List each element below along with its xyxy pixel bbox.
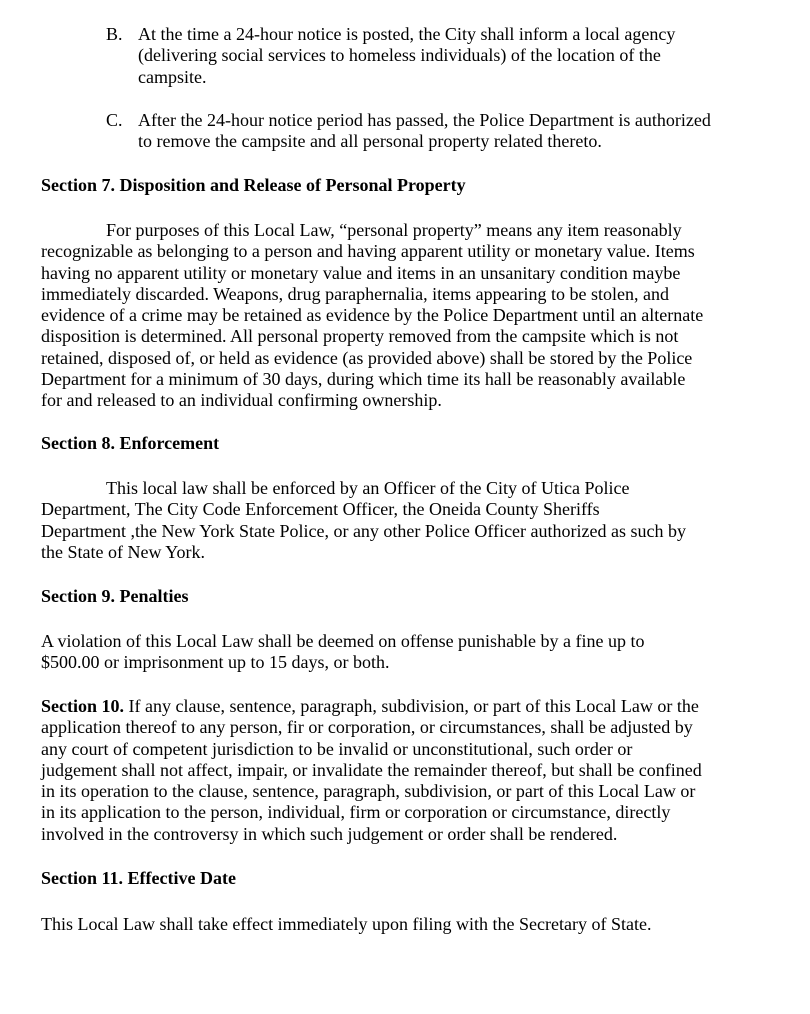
list-item-text [138, 110, 711, 153]
paragraph-line: application thereof to any person, fir or corporation, or circumstances, shall be adjusted by [41, 717, 693, 738]
section-10-body [41, 717, 702, 845]
list-marker: B. [106, 24, 123, 44]
paragraph-line: the State of New York. [41, 541, 205, 562]
paragraph-line: to remove the campsite and all personal property related thereto. [138, 131, 602, 152]
paragraph-line: Department, The City Code Enforcement Officer, the Oneida County Sheriffs [41, 499, 600, 520]
section-8-heading: Section 8. Enforcement [41, 433, 220, 453]
paragraph-line: any court of competent jurisdiction to be invalid or unconstitutional, such order or [41, 738, 633, 759]
section-7-paragraph [41, 220, 703, 412]
paragraph-line: $500.00 or imprisonment up to 15 days, or both. [41, 652, 390, 673]
paragraph-line: in its operation to the clause, sentence, paragraph, subdivision, or part of this Local Law or [41, 781, 696, 802]
paragraph-line: for and released to an individual confirming ownership. [41, 390, 442, 411]
list-marker: C. [106, 110, 123, 130]
paragraph-line: recognizable as belonging to a person and having apparent utility or monetary value. Items [41, 241, 695, 262]
section-9-paragraph [41, 631, 645, 674]
paragraph-line: campsite. [138, 66, 207, 87]
paragraph-line: in its application to the person, individual, firm or corporation or circumstance, directly [41, 802, 671, 823]
paragraph-line: After the 24-hour notice period has passed, the Police Department is authorized [138, 110, 711, 130]
section-10-heading: Section 10. [41, 696, 124, 716]
paragraph-line: At the time a 24-hour notice is posted, the City shall inform a local agency [138, 24, 676, 44]
paragraph-line [41, 696, 702, 717]
paragraph-line: This Local Law shall take effect immediately upon filing with the Secretary of State. [41, 914, 652, 934]
list-item-text [138, 24, 675, 88]
paragraph-line: Department for a minimum of 30 days, during which time its hall be reasonably available [41, 369, 686, 390]
paragraph-line: (delivering social services to homeless individuals) of the location of the [138, 45, 661, 66]
section-11-paragraph [41, 914, 651, 935]
paragraph-line: evidence of a crime may be retained as evidence by the Police Department until an alternate [41, 305, 704, 326]
section-9-heading: Section 9. Penalties [41, 586, 189, 606]
section-7-heading: Section 7. Disposition and Release of Personal Property [41, 175, 466, 195]
paragraph-line: judgement shall not affect, impair, or invalidate the remainder thereof, but shall be confined [41, 759, 702, 780]
section-11-heading: Section 11. Effective Date [41, 868, 236, 888]
paragraph-line: A violation of this Local Law shall be deemed on offense punishable by a fine up to [41, 631, 645, 651]
paragraph-line: For purposes of this Local Law, “personal property” means any item reasonably [106, 220, 682, 240]
section-8-paragraph [41, 478, 686, 563]
paragraph-line: This local law shall be enforced by an Officer of the City of Utica Police [106, 478, 630, 498]
section-10-paragraph [41, 696, 702, 845]
paragraph-line: involved in the controversy in which such judgement or order shall be rendered. [41, 823, 618, 844]
paragraph-line: immediately discarded. Weapons, drug paraphernalia, items appearing to be stolen, and [41, 283, 670, 304]
paragraph-line: Department ,the New York State Police, or any other Police Officer authorized as such by [41, 520, 686, 541]
line-text: If any clause, sentence, paragraph, subdivision, or part of this Local Law or the [124, 696, 699, 716]
paragraph-line: retained, disposed of, or held as evidence (as provided above) shall be stored by the Police [41, 347, 693, 368]
paragraph-line: disposition is determined. All personal property removed from the campsite which is not [41, 326, 679, 347]
paragraph-line: having no apparent utility or monetary value and items in an unsanitary condition maybe [41, 262, 681, 283]
